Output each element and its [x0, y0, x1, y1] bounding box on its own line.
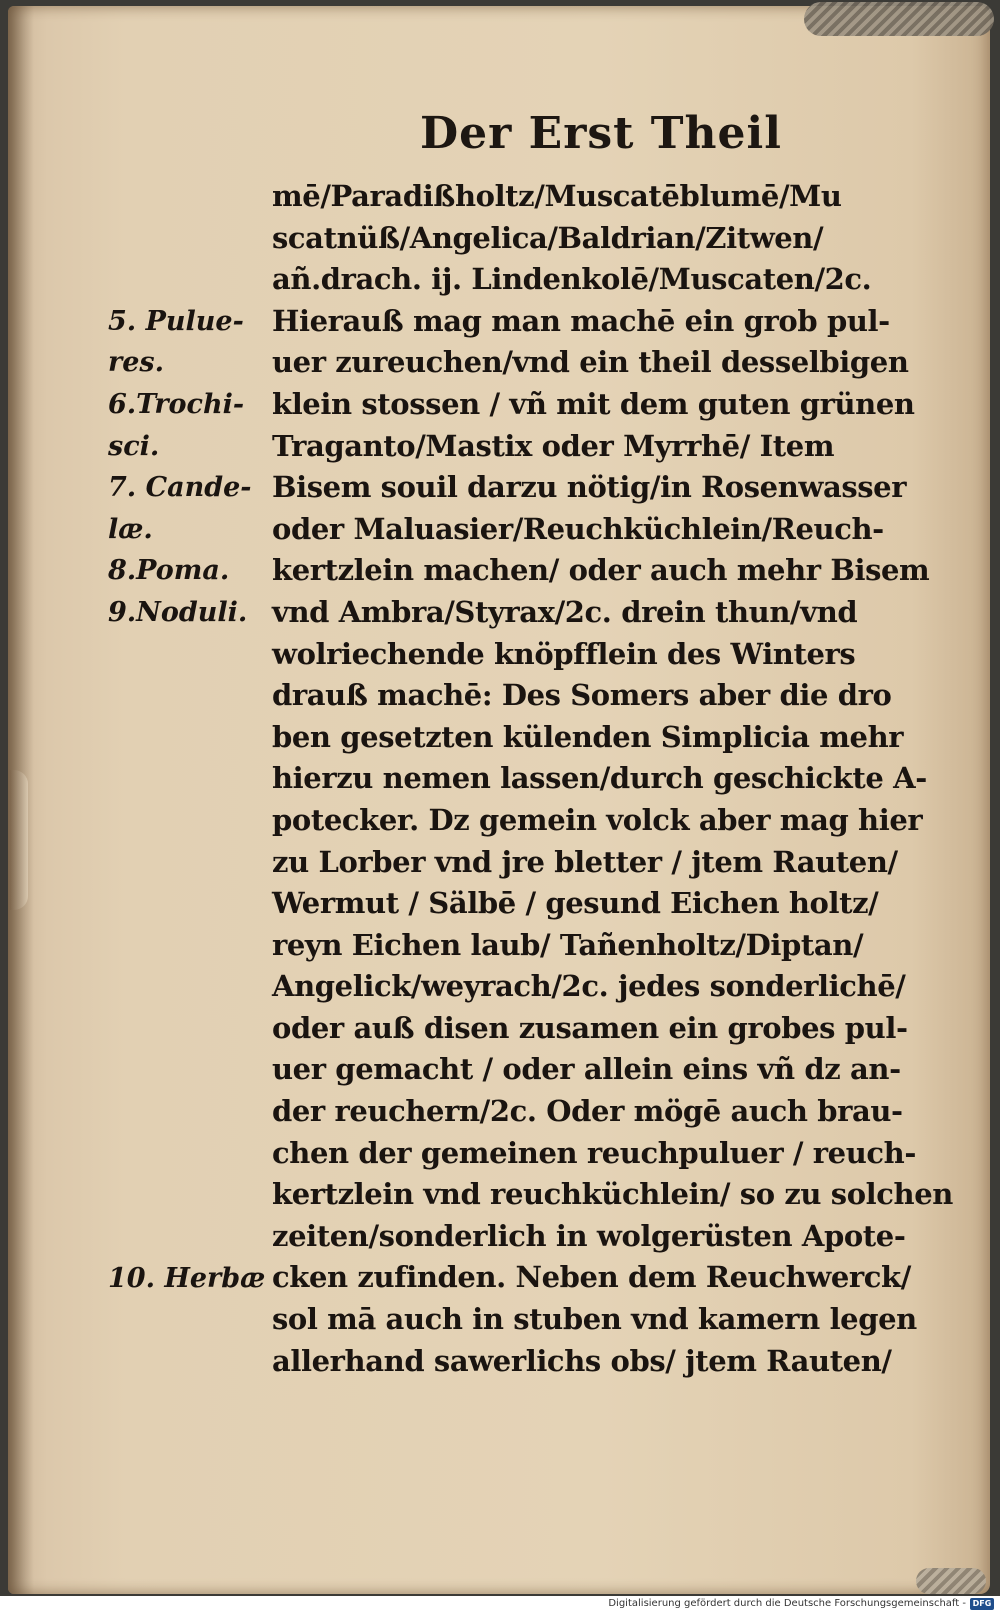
margin-note: 9.Noduli.	[108, 597, 248, 628]
text-line: cken zufinden. Neben dem Reuchwerck/	[272, 1260, 911, 1295]
margin-note: 8.Poma.	[108, 555, 230, 587]
binding-cord-bottom	[916, 1568, 986, 1594]
text-line: añ.drach. ij. Lindenkolē/Muscaten/2c.	[272, 262, 872, 297]
text-line: der reuchern/2c. Oder mögē auch brau-	[272, 1094, 903, 1129]
text-line: Bisem souil darzu nötig/in Rosenwasser	[272, 470, 907, 505]
margin-note: res.	[108, 347, 165, 379]
text-line: kertzlein vnd reuchküchlein/ so zu solchen	[272, 1177, 953, 1212]
margin-note: sci.	[108, 430, 160, 462]
footer-credit: Digitalisierung gefördert durch die Deutsche Forschungsgemeinschaft -	[608, 1598, 966, 1609]
text-line: oder Maluasier/Reuchküchlein/Reuch-	[272, 511, 884, 546]
text-line: drauß machē: Des Somers aber die dro	[272, 678, 892, 713]
binding-cord-top	[804, 2, 994, 36]
running-head: Der Erst Theil	[420, 108, 782, 159]
text-line: vnd Ambra/Styrax/2c. drein thun/vnd	[272, 594, 858, 629]
text-line: ben gesetzten külenden Simplicia mehr	[272, 719, 904, 754]
text-line: scatnüß/Angelica/Baldrian/Zitwen/	[272, 220, 824, 255]
margin-note: 7. Cande-	[108, 472, 252, 504]
text-line: hierzu nemen lassen/durch geschickte A-	[272, 761, 927, 796]
margin-note: læ.	[108, 513, 153, 545]
page-fold-mark	[10, 770, 28, 910]
text-line: uer gemacht / oder allein eins vñ dz an-	[272, 1052, 901, 1087]
text-line: potecker. Dz gemein volck aber mag hier	[272, 802, 923, 837]
body-text	[272, 176, 953, 1382]
text-line: zu Lorber vnd jre bletter / jtem Rauten/	[272, 844, 898, 879]
text-line: mē/Paradißholtz/Muscatēblumē/Mu	[272, 179, 842, 213]
text-line: allerhand sawerlichs obs/ jtem Rauten/	[272, 1343, 892, 1378]
margin-note: 5. Pulue-	[108, 305, 244, 337]
text-line: Wermut / Sälbē / gesund Eichen holtz/	[272, 886, 879, 921]
digitization-footer	[0, 1596, 1000, 1612]
text-line: sol mā auch in stuben vnd kamern legen	[272, 1302, 917, 1337]
margin-note: 10. Herbæ	[108, 1262, 266, 1294]
dfg-logo-icon: DFG	[970, 1598, 994, 1610]
text-line: oder auß disen zusamen ein grobes pul-	[272, 1010, 908, 1045]
text-line: Hierauß mag man machē ein grob pul-	[272, 303, 890, 338]
text-line: chen der gemeinen reuchpuluer / reuch-	[272, 1135, 916, 1170]
text-line: wolriechende knöpfflein des Winters	[272, 636, 856, 671]
text-line: zeiten/sonderlich in wolgerüsten Apote-	[272, 1218, 906, 1253]
text-line: Angelick/weyrach/2c. jedes sonderlichē/	[272, 969, 906, 1004]
text-line: reyn Eichen laub/ Tañenholtz/Diptan/	[272, 927, 864, 962]
text-line: kertzlein machen/ oder auch mehr Bisem	[272, 553, 930, 588]
text-line: klein stossen / vñ mit dem guten grünen	[272, 386, 915, 421]
margin-note: 6.Trochi-	[108, 389, 245, 420]
text-line: uer zureuchen/vnd ein theil desselbigen	[272, 345, 909, 380]
text-line: Traganto/Mastix oder Myrrhē/ Item	[272, 428, 835, 463]
